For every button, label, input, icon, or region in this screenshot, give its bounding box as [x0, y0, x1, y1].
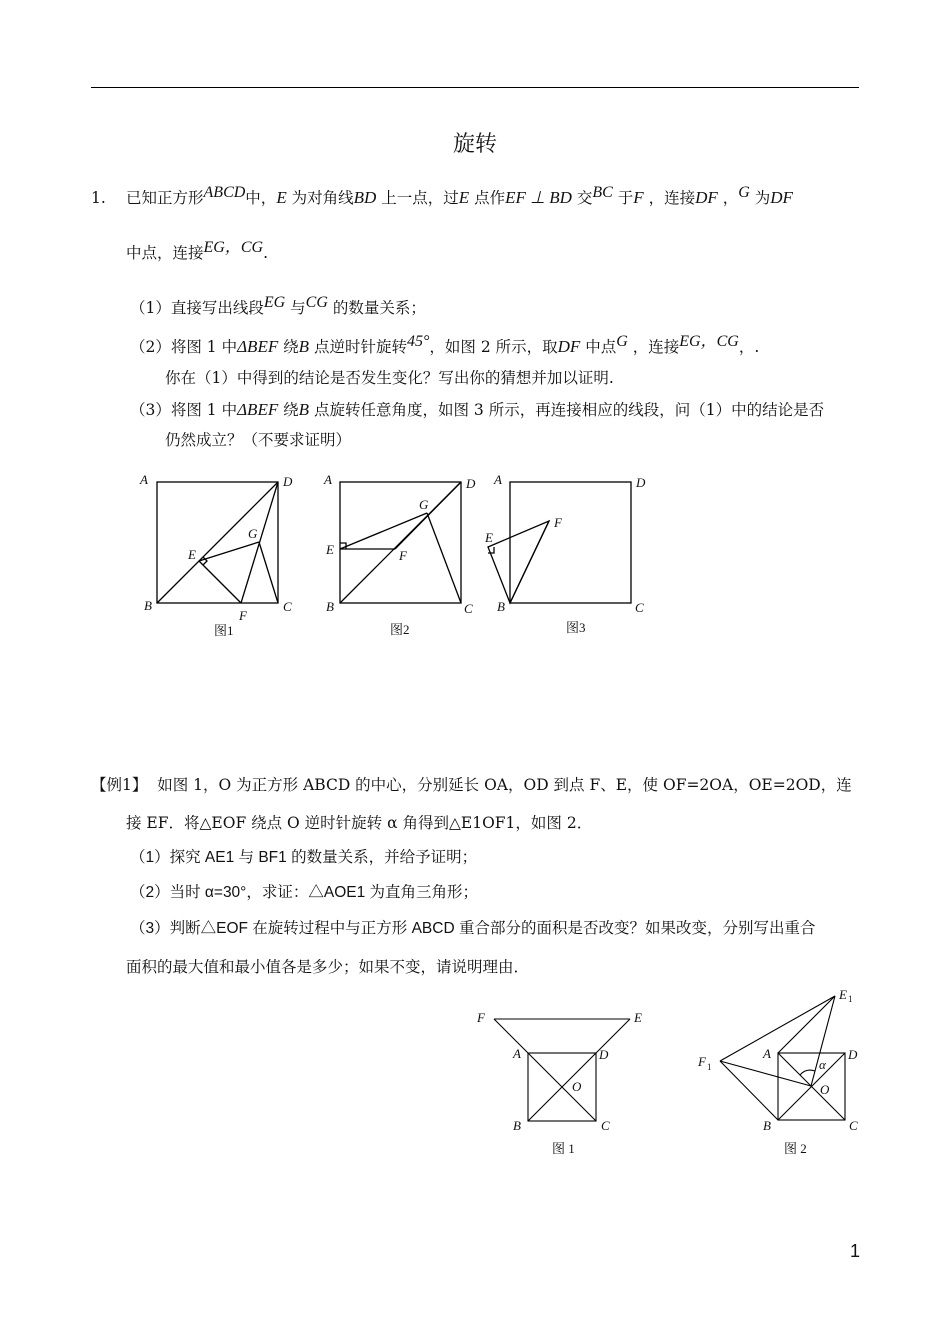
example1-q1: （1）探究 AE1 与 BF1 的数量关系，并给予证明；: [130, 849, 478, 866]
label-F1: F: [698, 1054, 706, 1069]
math-EF-perp-BD: EF ⊥ BD: [505, 188, 572, 207]
angle-alpha-arc: [800, 1070, 815, 1075]
label-E: E: [326, 542, 334, 557]
text: 与: [290, 299, 306, 317]
label-D: D: [636, 475, 646, 490]
segment-BF: [510, 521, 549, 603]
label-G: G: [419, 497, 429, 512]
math-ABCD: ABCD: [203, 184, 246, 201]
text: 绕: [283, 338, 299, 356]
label-A: A: [763, 1046, 771, 1061]
problem1-q1: [130, 294, 426, 319]
caption-example-fig1: 图 1: [552, 1141, 575, 1156]
label-D: D: [599, 1047, 609, 1062]
text: 点逆时针旋转: [314, 338, 408, 356]
text: 如图 1，O 为正方形 ABCD 的中心，分别延长 OA，OD 到点 F、E，使 OF=2OA，OE=2OD，连: [157, 776, 852, 794]
math-DF: DF: [557, 337, 581, 356]
math-DF: DF: [770, 188, 793, 207]
text: ，如图 2 所示，取: [429, 338, 558, 356]
example1-line1: [91, 775, 852, 795]
label-E: E: [188, 547, 196, 562]
example1-figures: [470, 985, 870, 1160]
problem1-q3: [130, 400, 824, 420]
label-C: C: [635, 600, 644, 615]
text: 为: [754, 189, 771, 207]
text: ，连接: [648, 189, 696, 207]
label-E: E: [634, 1010, 642, 1025]
math-triangle-BEF: ΔBEF: [237, 337, 279, 356]
page-title: 旋转: [452, 132, 497, 157]
subscript-1: 1: [848, 994, 853, 1004]
text: 为对角线: [291, 189, 354, 207]
text: （2）将图 1 中: [130, 338, 238, 356]
segment-FA: [494, 1019, 528, 1053]
math-BC: BC: [592, 184, 613, 201]
text: ，.: [738, 338, 760, 356]
header-rule: [91, 87, 859, 88]
math-G: G: [738, 184, 750, 201]
segment-AE1: [778, 996, 835, 1053]
text: 交: [576, 189, 593, 207]
label-F: F: [554, 515, 562, 530]
segment-EG: [340, 513, 427, 549]
caption-fig2: 图2: [390, 622, 410, 637]
math-B: B: [298, 400, 310, 419]
label-C: C: [283, 599, 292, 614]
segment-GC: [427, 513, 461, 603]
math-CG: CG: [305, 294, 328, 311]
label-B: B: [497, 599, 505, 614]
label-G: G: [248, 526, 258, 541]
example1-q3-line2: 面积的最大值和最小值各是多少；如果不变，请说明理由．: [126, 958, 530, 976]
label-C: C: [601, 1118, 610, 1133]
text: 已知正方形: [126, 189, 204, 207]
math-F: F: [633, 188, 644, 207]
example1-line2: 接 EF．将△EOF 绕点 O 逆时针旋转 α 角得到△E1OF1，如图 2．: [126, 814, 593, 832]
subscript-1: 1: [707, 1062, 712, 1072]
math-EG: EG: [263, 294, 286, 311]
text: ，连接: [632, 338, 680, 356]
figure-3: [488, 482, 631, 603]
text: 中，: [245, 189, 277, 207]
label-B: B: [513, 1118, 521, 1133]
math-DF: DF: [695, 188, 718, 207]
segment-F1B: [720, 1061, 778, 1120]
text: 点旋转任意角度，如图 3 所示，再连接相应的线段，问（1）中的结论是否: [314, 401, 825, 419]
math-E: E: [458, 188, 470, 207]
math-triangle-BEF: ΔBEF: [237, 400, 279, 419]
example1-q3: （3）判断△EOF 在旋转过程中与正方形 ABCD 重合部分的面积是否改变？如果改变，分别写出重合: [130, 920, 816, 937]
figure-2: [340, 482, 461, 603]
text: ，: [722, 189, 739, 207]
math-EG-CG: EG，CG: [679, 333, 739, 350]
math-E: E: [276, 188, 287, 207]
label-A: A: [494, 472, 502, 487]
label-F: F: [477, 1010, 485, 1025]
segment-GC: [259, 542, 278, 603]
label-D: D: [283, 474, 293, 489]
label-B: B: [763, 1118, 771, 1133]
example1-q2: （2）当时 α=30°，求证：△AOE1 为直角三角形；: [130, 884, 479, 901]
text: 中点: [585, 338, 617, 356]
problem-number: 1.: [91, 189, 106, 207]
segment-EF: [199, 561, 241, 603]
square-ABCD: [510, 482, 631, 603]
caption-example-fig2: 图 2: [784, 1141, 807, 1156]
label-F: F: [399, 548, 407, 563]
example-figure-2: [720, 996, 845, 1120]
figure-1: [157, 482, 278, 603]
problem1-figures: [130, 468, 670, 643]
text: 中点，连接: [126, 244, 204, 262]
text: 于: [617, 189, 634, 207]
text: .: [263, 244, 269, 262]
page-number: 1: [849, 1241, 860, 1261]
text: 点作: [474, 189, 506, 207]
caption-fig1: 图1: [214, 623, 234, 638]
label-D: D: [848, 1047, 858, 1062]
segment-E1O: [811, 996, 835, 1086]
text: 的数量关系；: [332, 299, 426, 317]
example-label: 【例1】: [91, 776, 148, 794]
math-45-degrees: 45°: [407, 333, 430, 350]
label-B: B: [144, 598, 152, 613]
label-C: C: [849, 1118, 858, 1133]
text: （1）直接写出线段: [130, 299, 264, 317]
math-G: G: [616, 333, 628, 350]
segment-F1E1: [720, 996, 835, 1061]
label-A: A: [513, 1046, 521, 1061]
math-EG-CG: EG，CG: [203, 239, 264, 256]
text: 上一点，过: [381, 189, 459, 207]
label-O: O: [820, 1082, 830, 1097]
problem1-q3-line2: 仍然成立？（不要求证明）: [165, 431, 352, 449]
label-E: E: [485, 530, 493, 545]
math-BD: BD: [353, 188, 377, 207]
label-B: B: [326, 599, 334, 614]
label-E1: E: [839, 987, 847, 1002]
label-C: C: [464, 601, 473, 616]
caption-fig3: 图3: [566, 620, 586, 635]
label-F: F: [239, 608, 247, 623]
text: （3）将图 1 中: [130, 401, 238, 419]
segment-FD: [395, 482, 461, 549]
label-D: D: [466, 476, 476, 491]
label-A: A: [324, 472, 332, 487]
problem1-statement-line1: [126, 184, 793, 209]
label-O: O: [572, 1079, 582, 1094]
triangle-BEF: [488, 521, 549, 603]
segment-F1O: [720, 1061, 811, 1086]
label-A: A: [140, 472, 148, 487]
problem1-statement-line2: [126, 239, 269, 264]
label-alpha: α: [819, 1057, 826, 1072]
example-figure-1: [494, 1019, 630, 1121]
math-B: B: [298, 337, 310, 356]
text: 绕: [283, 401, 299, 419]
problem1-line1: [91, 188, 106, 208]
problem1-q2: [130, 333, 760, 358]
problem1-q2-line2: 你在（1）中得到的结论是否发生变化？写出你的猜想并加以证明.: [165, 369, 614, 387]
